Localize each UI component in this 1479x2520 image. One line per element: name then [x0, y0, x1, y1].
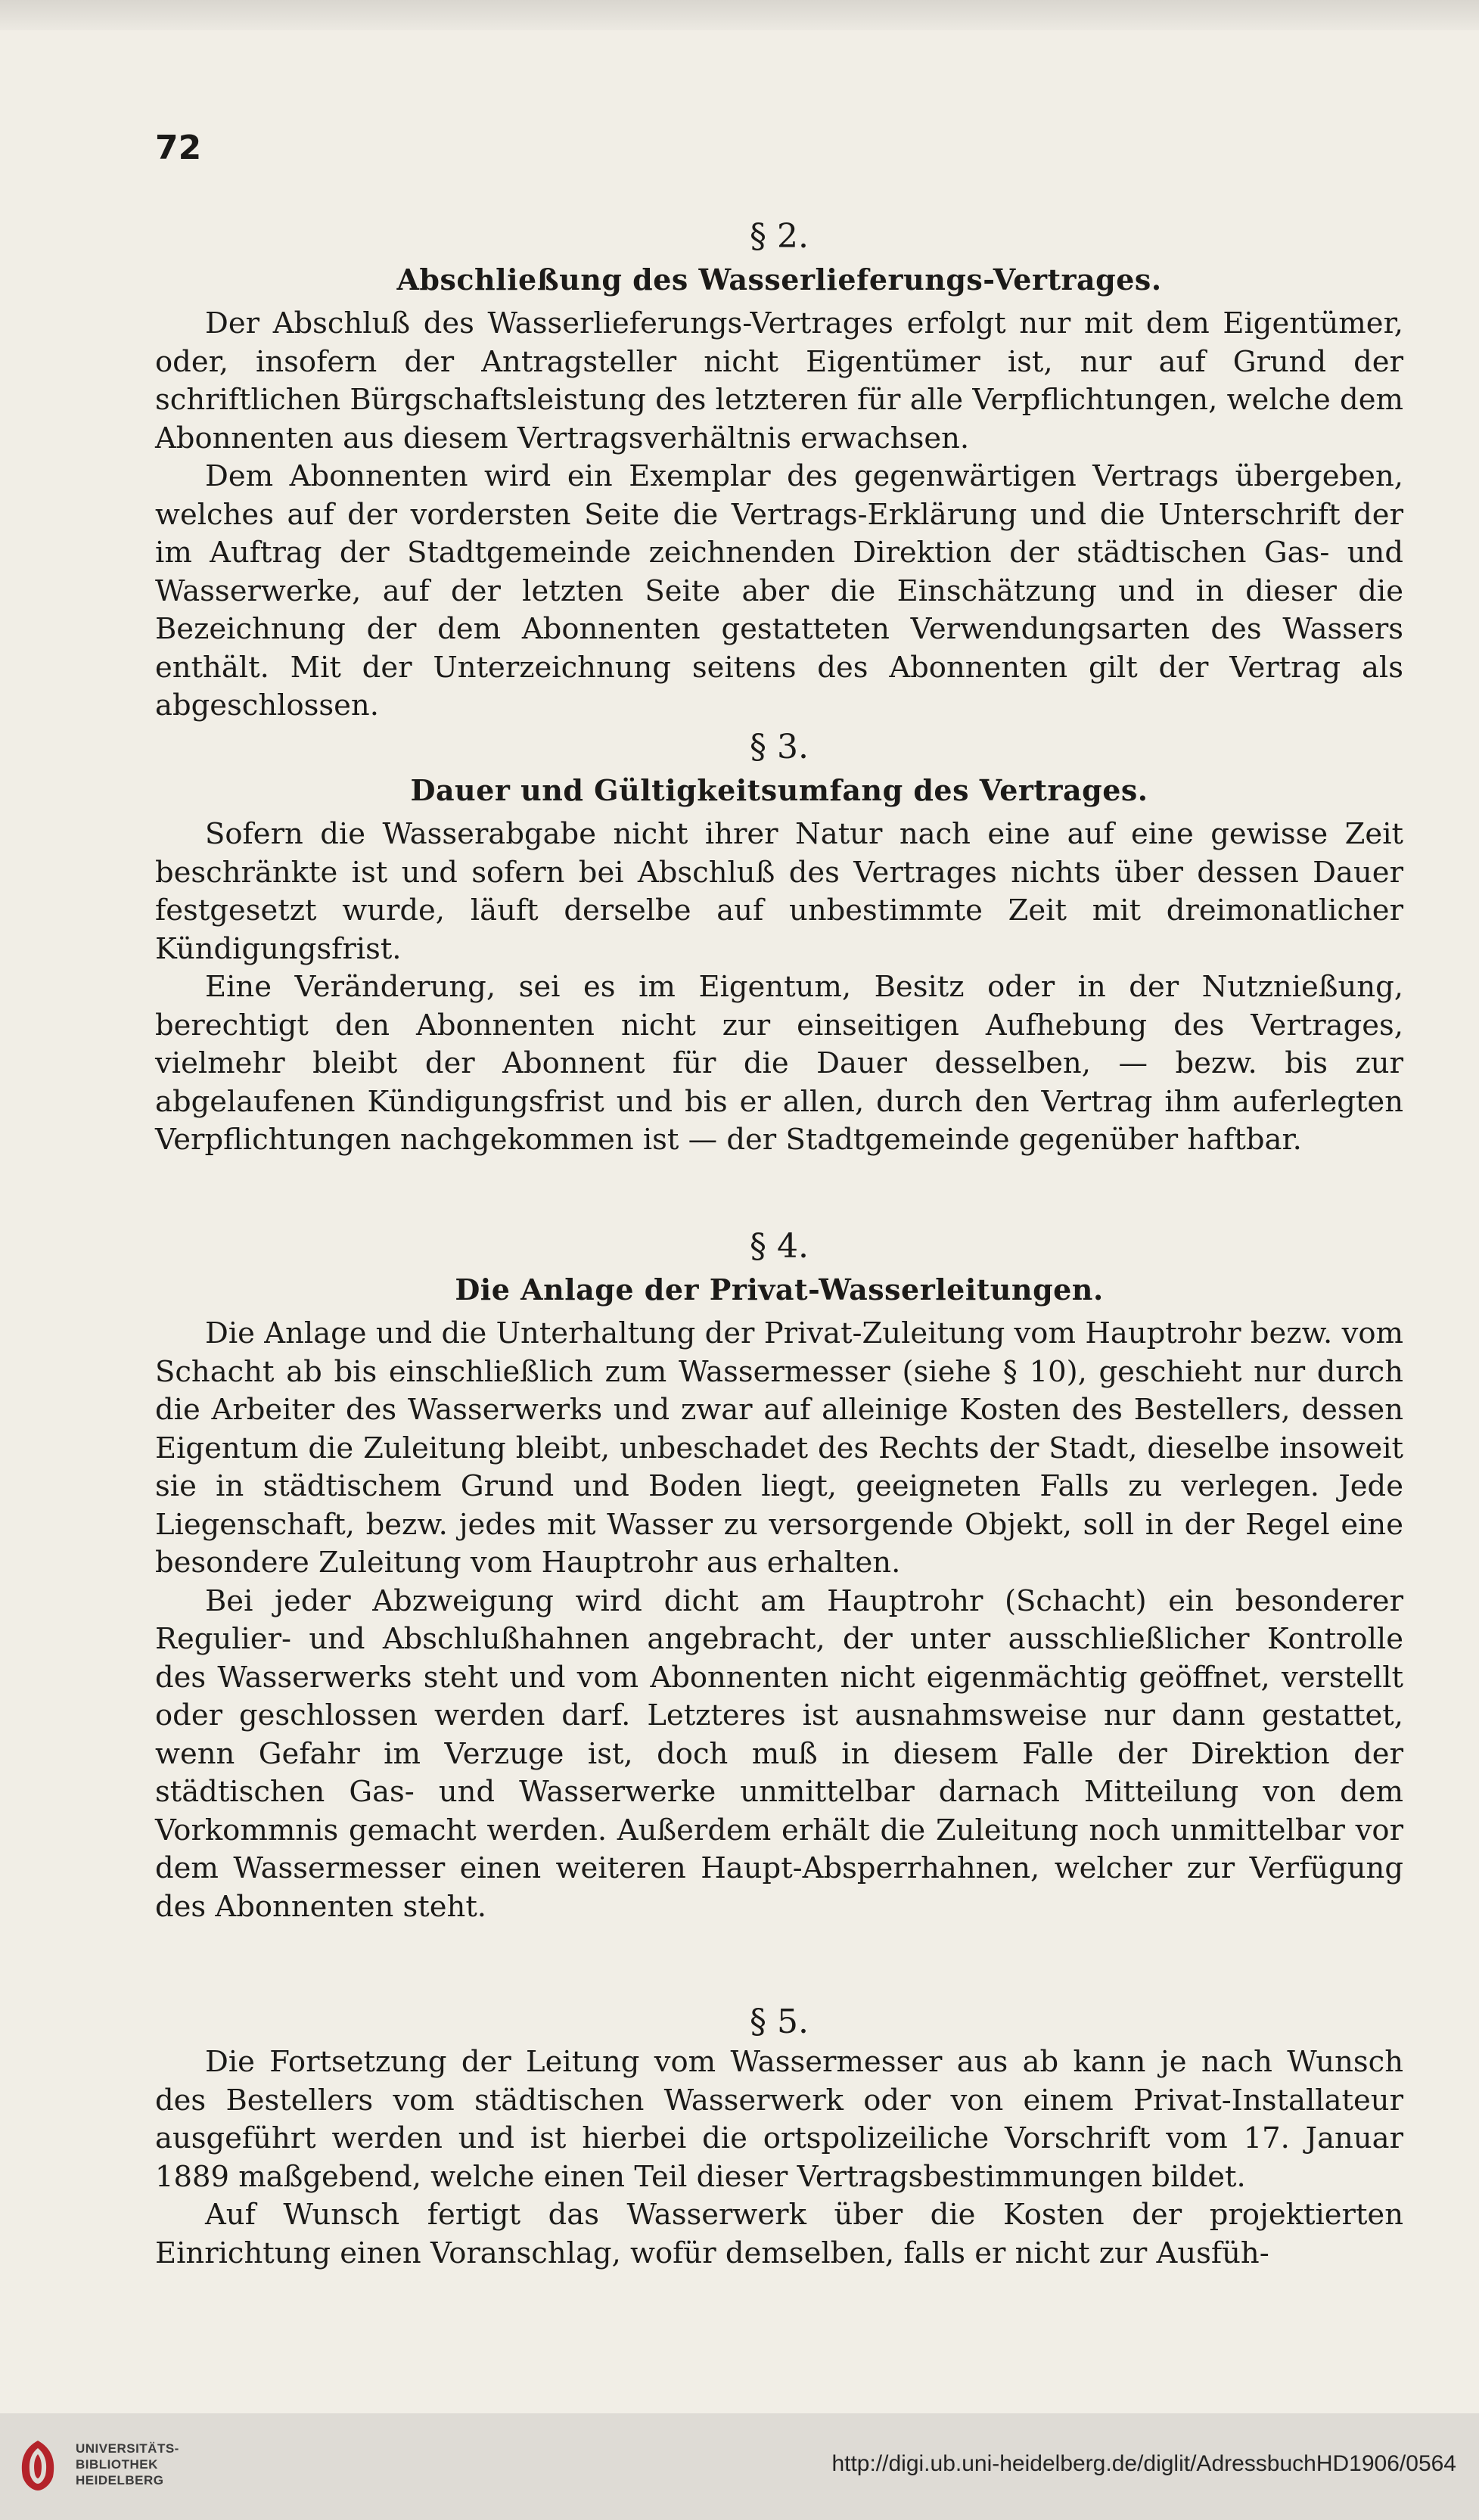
section-3 — [155, 726, 1403, 1160]
section-heading: Abschließung des Wasserlieferungs-Vertrages. — [396, 263, 1162, 297]
footer-bar — [0, 2413, 1479, 2520]
source-url-link[interactable]: http://digi.ub.uni-heidelberg.de/diglit/AdressbuchHD1906/0564 — [831, 2451, 1456, 2476]
paragraph: Der Abschluß des Wasserlieferungs-Vertrages erfolgt nur mit dem Eigentümer, oder, insofern der Antragsteller nicht Eigentümer ist, nur auf Grund der schriftlichen Bürgschaftsleistung des letzteren für alle Verpflichtungen, welche dem Abonnenten aus diesem Vertragsverhältnis erwachsen. — [155, 306, 1403, 455]
section-2 — [155, 216, 1403, 726]
paragraph: Die Fortsetzung der Leitung vom Wassermesser aus ab kann je nach Wunsch des Bestellers vom städtischen Wasserwerk oder von einem Privat-Installateur ausgeführt werden und ist hierbei die ortspolizeiliche Vorschrift vom 17. Januar 1889 maßgebend, welche einen Teil dieser Vertragsbestimmungen bildet. — [155, 2045, 1403, 2194]
section-heading: Dauer und Gültigkeitsumfang des Vertrages. — [410, 773, 1148, 807]
scan-edge — [0, 0, 1479, 30]
logo-line: HEIDELBERG — [76, 2473, 164, 2487]
university-logo-text — [76, 2441, 179, 2488]
logo-line: UNIVERSITÄTS- — [76, 2441, 179, 2456]
section-mark: § 3. — [750, 728, 809, 766]
paragraph: Auf Wunsch fertigt das Wasserwerk über die Kosten der projektierten Einrichtung einen Voranschlag, wofür demselben, falls er nicht zur Ausfüh- — [155, 2198, 1403, 2270]
paragraph: Bei jeder Abzweigung wird dicht am Hauptrohr (Schacht) ein besonderer Regulier- und Abschlußhahnen angebracht, der unter ausschließlicher Kontrolle des Wasserwerks steht und vom Abonnenten nicht eigenmächtig geöffnet, verstellt oder geschlossen werden darf. Letzteres ist ausnahmsweise nur dann gestattet, wenn Gefahr im Verzuge ist, doch muß in diesem Falle der Direktion der städtischen Gas- und Wasserwerke unmittelbar darnach Mitteilung von dem Vorkommnis gemacht werden. Außerdem erhält die Zuleitung noch unmittelbar vor dem Wassermesser einen weiteren Haupt-Absperrhahnen, welcher zur Verfügung des Abonnenten steht. — [155, 1583, 1403, 1924]
logo-line: BIBLIOTHEK — [76, 2457, 158, 2472]
section-mark: § 4. — [750, 1227, 809, 1266]
paragraph: Eine Veränderung, sei es im Eigentum, Besitz oder in der Nutznießung, berechtigt den Abonnenten nicht zur einseitigen Aufhebung des Vertrages, vielmehr bleibt der Abonnent für die Dauer desselben, — bezw. bis zur abgelaufenen Kündigungsfrist und bis er allen, durch den Vertrag ihm auferlegten Verpflichtungen nachgekommen ist — der Stadtgemeinde gegenüber haftbar. — [155, 970, 1403, 1157]
page-number: 72 — [155, 129, 202, 167]
university-logo-icon — [15, 2438, 61, 2492]
section-4 — [155, 1226, 1403, 1926]
paragraph: Dem Abonnenten wird ein Exemplar des gegenwärtigen Vertrags übergeben, welches auf der vordersten Seite die Vertrags-Erklärung und die Unterschrift der im Auftrag der Stadtgemeinde zeichnenden Direktion der städtischen Gas- und Wasserwerke, auf der letzten Seite aber die Einschätzung und in dieser die Bezeichnung der dem Abonnenten gestatteten Verwendungsarten des Wassers enthält. Mit der Unterzeichnung seitens des Abonnenten gilt der Vertrag als abgeschlossen. — [155, 459, 1403, 722]
section-mark: § 2. — [750, 217, 809, 256]
paragraph: Sofern die Wasserabgabe nicht ihrer Natur nach eine auf eine gewisse Zeit beschränkte ist und sofern bei Abschluß des Vertrages nichts über dessen Dauer festgesetzt wurde, läuft derselbe auf unbestimmte Zeit mit dreimonatlicher Kündigungsfrist. — [155, 817, 1403, 966]
section-5 — [155, 2001, 1403, 2273]
section-mark: § 5. — [750, 2003, 809, 2041]
paragraph: Die Anlage und die Unterhaltung der Privat-Zuleitung vom Hauptrohr bezw. vom Schacht ab bis einschließlich zum Wassermesser (siehe § 10), geschieht nur durch die Arbeiter des Wasserwerks und zwar auf alleinige Kosten des Bestellers, dessen Eigentum die Zuleitung bleibt, unbeschadet des Rechts der Stadt, dieselbe insoweit sie in städtischem Grund und Boden liegt, geeigneten Falls zu verlegen. Jede Liegenschaft, bezw. jedes mit Wasser zu versorgende Objekt, soll in der Regel eine besondere Zuleitung vom Hauptrohr aus erhalten. — [155, 1316, 1403, 1580]
section-heading: Die Anlage der Privat-Wasserleitungen. — [455, 1272, 1104, 1307]
document-page — [155, 113, 1403, 2376]
